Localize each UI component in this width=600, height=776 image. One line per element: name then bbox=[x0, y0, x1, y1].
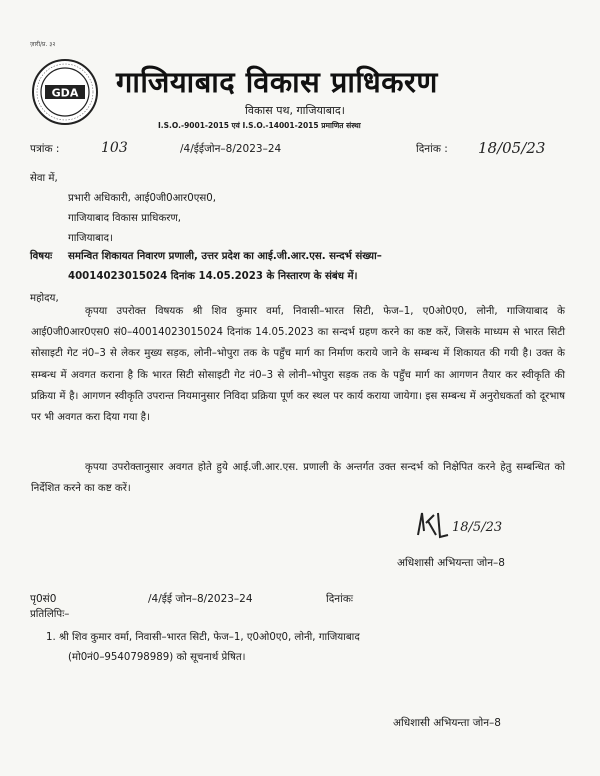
iso-certification: I.S.O.-9001-2015 एवं I.S.O.-14001-2015 प्रमाणित संस्था bbox=[158, 121, 361, 130]
signature-designation-2: अधिशासी अभियन्ता जोन–8 bbox=[393, 717, 501, 729]
ref-number-handwritten: 103 bbox=[101, 140, 128, 156]
signature-designation: अधिशासी अभियन्ता जोन–8 bbox=[397, 557, 505, 569]
logo-text: GDA bbox=[51, 86, 79, 100]
date-label: दिनांक : bbox=[416, 143, 448, 155]
date-handwritten: 18/05/23 bbox=[478, 139, 546, 157]
subject-line2: 40014023015024 दिनांक 14.05.2023 के निस्तारण के संबंध में। bbox=[68, 271, 358, 282]
ref-label: पत्रांक : bbox=[30, 143, 60, 155]
page-tag: ज़ारी/प्र. ३२ bbox=[30, 41, 56, 48]
copy-ref-text: /4/ईई जोन–8/2023–24 bbox=[148, 593, 253, 605]
org-address: विकास पथ, गाजियाबाद। bbox=[245, 104, 345, 117]
copy-date-label: दिनांकः bbox=[326, 593, 354, 605]
addressee-line3: गाजियाबाद। bbox=[68, 233, 113, 244]
copy-item-line1: 1. श्री शिव कुमार वर्मा, निवासी–भारत सिटी, फेज–1, ए0ओ0ए0, लोनी, गाजियाबाद bbox=[46, 632, 360, 643]
addressee-line2: गाजियाबाद विकास प्राधिकरण, bbox=[68, 213, 182, 224]
body-paragraph-2: कृपया उपरोक्तानुसार अवगत होते हुये आई.जी.आर.एस. प्रणाली के अन्तर्गत उक्त सन्दर्भ को निक्षेपित करने हेतु सम्बन्धित को निर्देशित करने का कष्ट करें। bbox=[31, 462, 565, 495]
copy-title: प्रतिलिपिः– bbox=[30, 609, 70, 620]
signature-date-handwritten: 18/5/23 bbox=[452, 520, 503, 535]
copy-ref-label: पृ0सं0 bbox=[30, 593, 57, 605]
subject-line1: समन्वित शिकायत निवारण प्रणाली, उत्तर प्रदेश का आई.जी.आर.एस. सन्दर्भ संख्या– bbox=[68, 251, 382, 262]
ref-number-printed: /4/ईईजोन–8/2023–24 bbox=[180, 143, 282, 155]
body-paragraph-1: कृपया उपरोक्त विषयक श्री शिव कुमार वर्मा, निवासी–भारत सिटी, फेज–1, ए0ओ0ए0, लोनी, गाजियाबाद के आई0जी0आर0एस0 सं0–40014023015024 दिनांक 14.05.2023 का सन्दर्भ ग्रहण करने का कष्ट करें, जिसके माध्यम से भारत सिटी सोसाइटी गेट नं0–3 से लेकर मुख्य सड़क, लोनी–भोपुरा तक के पहुँच मार्ग का निर्माण कराये जाने के सम्बन्ध में शिकायत की गयी है। उक्त के सम्बन्ध में अवगत कराना है कि भारत सिटी सोसाइटी गेट नं0–3 से लोनी–भोपुरा सड़क तक के पहुँच मार्ग का आगणन तैयार कर स्वीकृति की प्रक्रिया में है। आगणन स्वीकृति उपरान्त नियमानुसार निविदा प्रक्रिया पूर्ण कर स्थल पर कार्य कराया जायेगा। इस सम्बन्ध में अनुरोधकर्ता को दूरभाष पर भी अवगत करा दिया गया है। bbox=[31, 306, 565, 424]
gda-logo bbox=[31, 58, 99, 126]
greeting: महोदय, bbox=[30, 293, 59, 304]
org-title: गाजियाबाद विकास प्राधिकरण bbox=[116, 65, 438, 99]
salutation: सेवा में, bbox=[30, 173, 58, 184]
copy-item-line2: (मो0नं0–9540798989) को सूचनार्थ प्रेषित। bbox=[68, 652, 246, 663]
gda-emblem-icon bbox=[31, 58, 99, 126]
subject-label: विषयः bbox=[30, 251, 53, 262]
addressee-line1: प्रभारी अधिकारी, आई0जी0आर0एस0, bbox=[68, 193, 216, 204]
